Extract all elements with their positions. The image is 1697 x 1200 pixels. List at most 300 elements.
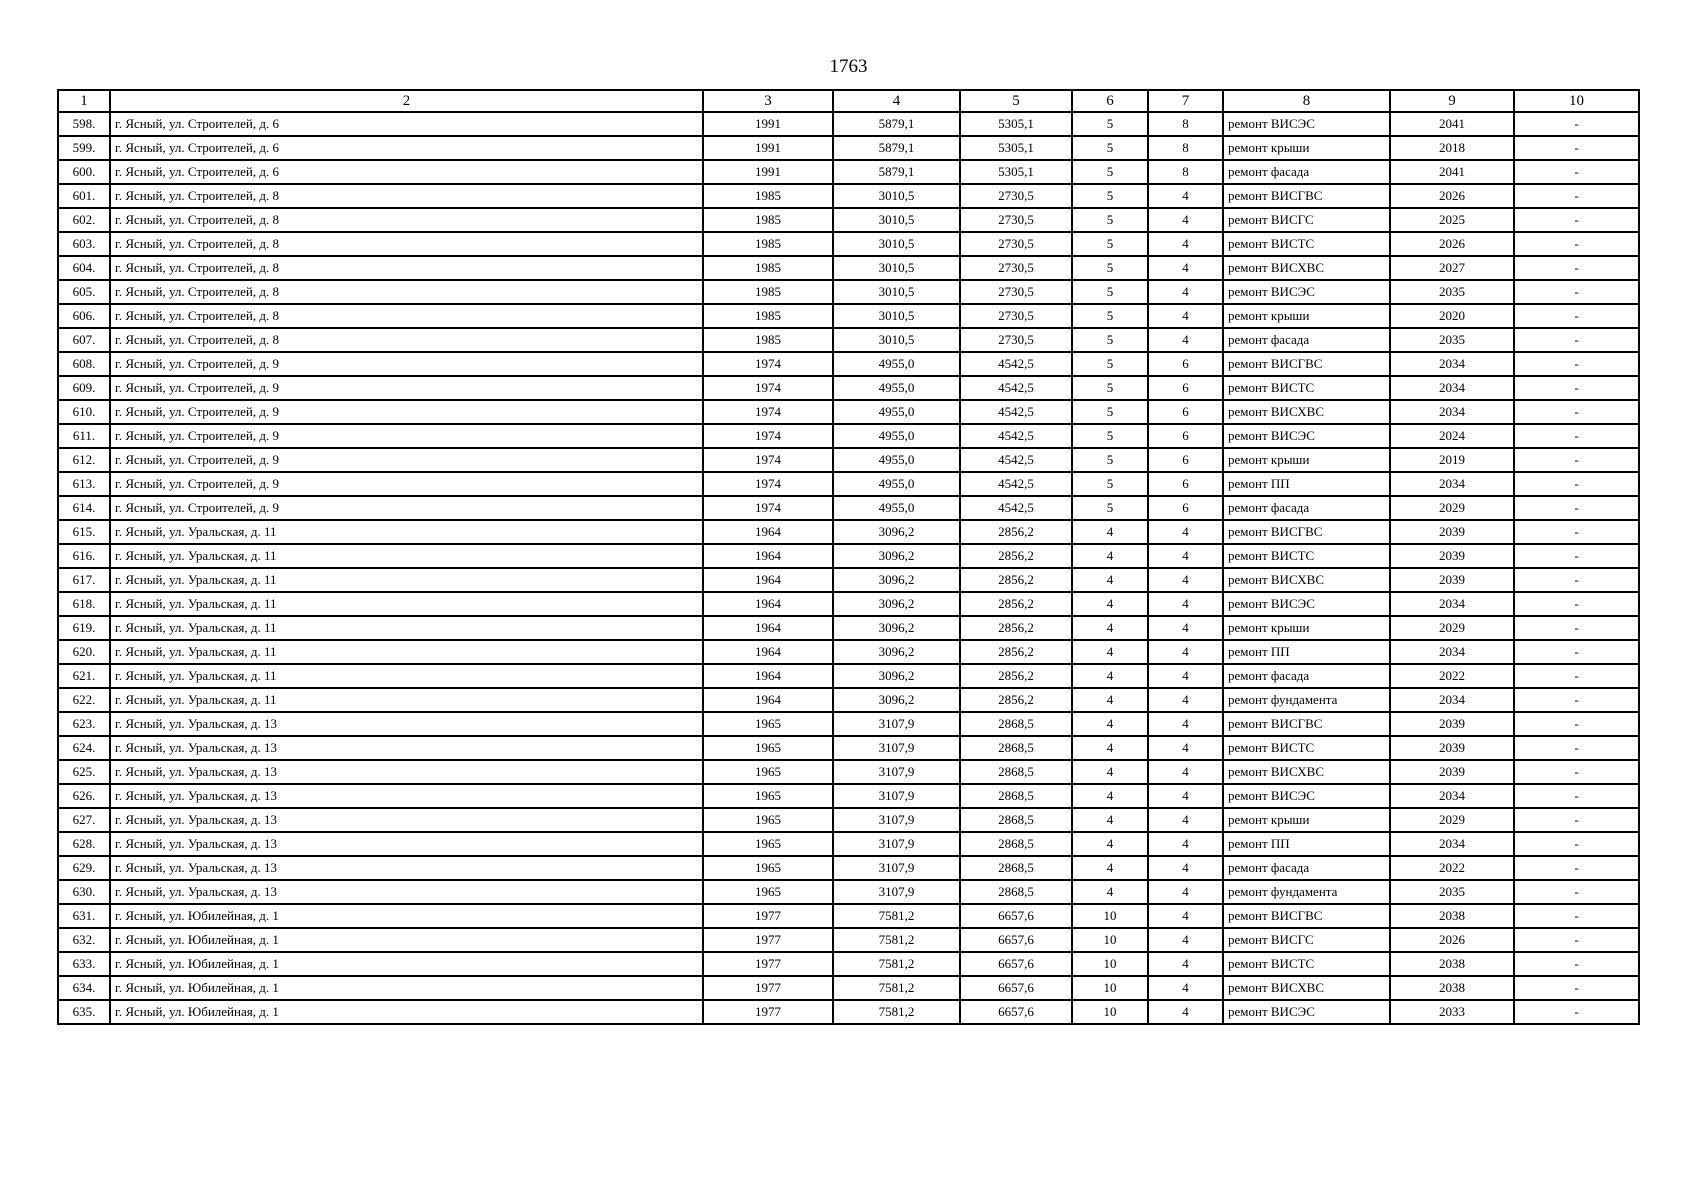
notes-cell: - [1514,880,1639,904]
row-number-cell: 627. [58,808,110,832]
row-number-cell: 630. [58,880,110,904]
living-area-cell: 6657,6 [960,976,1072,1000]
address-cell: г. Ясный, ул. Уральская, д. 11 [110,664,703,688]
address-cell: г. Ясный, ул. Строителей, д. 6 [110,136,703,160]
notes-cell: - [1514,256,1639,280]
row-number-cell: 609. [58,376,110,400]
living-area-cell: 2868,5 [960,760,1072,784]
total-area-cell: 3010,5 [833,304,960,328]
total-area-cell: 5879,1 [833,136,960,160]
table-row [58,568,1639,592]
floors-cell: 5 [1072,112,1148,136]
living-area-cell: 4542,5 [960,424,1072,448]
planned-year-cell: 2020 [1390,304,1514,328]
entrances-cell: 8 [1148,160,1223,184]
address-cell: г. Ясный, ул. Юбилейная, д. 1 [110,1000,703,1024]
total-area-cell: 3096,2 [833,568,960,592]
table-row [58,352,1639,376]
planned-year-cell: 2041 [1390,112,1514,136]
planned-year-cell: 2034 [1390,376,1514,400]
living-area-cell: 2730,5 [960,256,1072,280]
work-type-cell: ремонт ВИСГВС [1223,520,1390,544]
address-cell: г. Ясный, ул. Уральская, д. 13 [110,736,703,760]
table-row [58,736,1639,760]
floors-cell: 5 [1072,376,1148,400]
year-built-cell: 1991 [703,160,833,184]
address-cell: г. Ясный, ул. Уральская, д. 13 [110,880,703,904]
table-row [58,544,1639,568]
entrances-cell: 4 [1148,904,1223,928]
total-area-cell: 3107,9 [833,808,960,832]
planned-year-cell: 2027 [1390,256,1514,280]
row-number-cell: 635. [58,1000,110,1024]
year-built-cell: 1964 [703,664,833,688]
floors-cell: 4 [1072,784,1148,808]
total-area-cell: 3096,2 [833,640,960,664]
year-built-cell: 1985 [703,184,833,208]
living-area-cell: 2856,2 [960,568,1072,592]
planned-year-cell: 2026 [1390,928,1514,952]
total-area-cell: 3096,2 [833,664,960,688]
planned-year-cell: 2026 [1390,232,1514,256]
page-number: 1763 [829,56,868,77]
entrances-cell: 4 [1148,256,1223,280]
entrances-cell: 4 [1148,520,1223,544]
year-built-cell: 1977 [703,976,833,1000]
entrances-cell: 4 [1148,880,1223,904]
row-number-cell: 600. [58,160,110,184]
notes-cell: - [1514,472,1639,496]
row-number-cell: 626. [58,784,110,808]
entrances-cell: 4 [1148,1000,1223,1024]
work-type-cell: ремонт ВИСТС [1223,544,1390,568]
entrances-cell: 4 [1148,616,1223,640]
floors-cell: 4 [1072,520,1148,544]
planned-year-cell: 2034 [1390,352,1514,376]
year-built-cell: 1991 [703,136,833,160]
table-row [58,712,1639,736]
row-number-cell: 634. [58,976,110,1000]
living-area-cell: 2868,5 [960,832,1072,856]
total-area-cell: 5879,1 [833,160,960,184]
planned-year-cell: 2039 [1390,712,1514,736]
notes-cell: - [1514,856,1639,880]
entrances-cell: 4 [1148,784,1223,808]
address-cell: г. Ясный, ул. Строителей, д. 9 [110,352,703,376]
total-area-cell: 4955,0 [833,352,960,376]
address-cell: г. Ясный, ул. Строителей, д. 6 [110,112,703,136]
table-row [58,472,1639,496]
work-type-cell: ремонт ВИСТС [1223,736,1390,760]
row-number-cell: 608. [58,352,110,376]
address-cell: г. Ясный, ул. Уральская, д. 13 [110,712,703,736]
work-type-cell: ремонт ВИСХВС [1223,568,1390,592]
entrances-cell: 4 [1148,640,1223,664]
living-area-cell: 6657,6 [960,928,1072,952]
living-area-cell: 2856,2 [960,640,1072,664]
total-area-cell: 7581,2 [833,904,960,928]
living-area-cell: 4542,5 [960,400,1072,424]
row-number-cell: 621. [58,664,110,688]
living-area-cell: 2868,5 [960,736,1072,760]
year-built-cell: 1965 [703,880,833,904]
row-number-cell: 620. [58,640,110,664]
entrances-cell: 4 [1148,952,1223,976]
entrances-cell: 4 [1148,928,1223,952]
year-built-cell: 1964 [703,592,833,616]
total-area-cell: 3107,9 [833,832,960,856]
table-row [58,832,1639,856]
entrances-cell: 4 [1148,856,1223,880]
entrances-cell: 6 [1148,472,1223,496]
table-row [58,640,1639,664]
address-cell: г. Ясный, ул. Строителей, д. 8 [110,208,703,232]
work-type-cell: ремонт ПП [1223,472,1390,496]
notes-cell: - [1514,304,1639,328]
total-area-cell: 4955,0 [833,376,960,400]
floors-cell: 5 [1072,184,1148,208]
living-area-cell: 5305,1 [960,112,1072,136]
table-row [58,808,1639,832]
entrances-cell: 6 [1148,496,1223,520]
entrances-cell: 4 [1148,568,1223,592]
floors-cell: 5 [1072,448,1148,472]
living-area-cell: 6657,6 [960,952,1072,976]
table-row [58,112,1639,136]
work-type-cell: ремонт крыши [1223,616,1390,640]
table-row [58,208,1639,232]
notes-cell: - [1514,232,1639,256]
total-area-cell: 3010,5 [833,184,960,208]
work-type-cell: ремонт ВИСЭС [1223,1000,1390,1024]
row-number-cell: 610. [58,400,110,424]
total-area-cell: 4955,0 [833,400,960,424]
work-type-cell: ремонт крыши [1223,808,1390,832]
floors-cell: 10 [1072,1000,1148,1024]
address-cell: г. Ясный, ул. Юбилейная, д. 1 [110,904,703,928]
notes-cell: - [1514,496,1639,520]
floors-cell: 5 [1072,496,1148,520]
notes-cell: - [1514,520,1639,544]
table-row [58,448,1639,472]
column-header-5: 5 [960,90,1072,112]
planned-year-cell: 2034 [1390,688,1514,712]
notes-cell: - [1514,664,1639,688]
work-type-cell: ремонт ПП [1223,640,1390,664]
table-row [58,976,1639,1000]
year-built-cell: 1974 [703,496,833,520]
column-header-4: 4 [833,90,960,112]
year-built-cell: 1974 [703,400,833,424]
living-area-cell: 5305,1 [960,160,1072,184]
year-built-cell: 1965 [703,784,833,808]
row-number-cell: 616. [58,544,110,568]
notes-cell: - [1514,1000,1639,1024]
total-area-cell: 3096,2 [833,616,960,640]
row-number-cell: 632. [58,928,110,952]
year-built-cell: 1964 [703,520,833,544]
table-row [58,952,1639,976]
work-type-cell: ремонт ВИСТС [1223,952,1390,976]
work-type-cell: ремонт ВИСЭС [1223,424,1390,448]
planned-year-cell: 2033 [1390,1000,1514,1024]
living-area-cell: 2856,2 [960,664,1072,688]
column-header-6: 6 [1072,90,1148,112]
work-type-cell: ремонт фасада [1223,496,1390,520]
table-row [58,232,1639,256]
living-area-cell: 2730,5 [960,208,1072,232]
planned-year-cell: 2039 [1390,520,1514,544]
row-number-cell: 615. [58,520,110,544]
row-number-cell: 607. [58,328,110,352]
year-built-cell: 1985 [703,208,833,232]
floors-cell: 4 [1072,640,1148,664]
floors-cell: 4 [1072,832,1148,856]
address-cell: г. Ясный, ул. Уральская, д. 11 [110,688,703,712]
address-cell: г. Ясный, ул. Уральская, д. 13 [110,808,703,832]
year-built-cell: 1965 [703,832,833,856]
entrances-cell: 6 [1148,424,1223,448]
row-number-cell: 618. [58,592,110,616]
work-type-cell: ремонт крыши [1223,136,1390,160]
year-built-cell: 1977 [703,1000,833,1024]
work-type-cell: ремонт фасада [1223,160,1390,184]
floors-cell: 5 [1072,424,1148,448]
table-body [58,112,1639,1024]
entrances-cell: 4 [1148,592,1223,616]
notes-cell: - [1514,568,1639,592]
floors-cell: 4 [1072,568,1148,592]
notes-cell: - [1514,400,1639,424]
planned-year-cell: 2025 [1390,208,1514,232]
row-number-cell: 623. [58,712,110,736]
living-area-cell: 4542,5 [960,448,1072,472]
table-row [58,760,1639,784]
entrances-cell: 4 [1148,760,1223,784]
row-number-cell: 612. [58,448,110,472]
living-area-cell: 4542,5 [960,352,1072,376]
living-area-cell: 4542,5 [960,496,1072,520]
total-area-cell: 3107,9 [833,712,960,736]
row-number-cell: 628. [58,832,110,856]
total-area-cell: 3010,5 [833,232,960,256]
address-cell: г. Ясный, ул. Строителей, д. 8 [110,280,703,304]
total-area-cell: 7581,2 [833,976,960,1000]
row-number-cell: 602. [58,208,110,232]
year-built-cell: 1964 [703,640,833,664]
column-header-3: 3 [703,90,833,112]
work-type-cell: ремонт ВИСХВС [1223,256,1390,280]
row-number-cell: 611. [58,424,110,448]
notes-cell: - [1514,328,1639,352]
notes-cell: - [1514,352,1639,376]
row-number-cell: 619. [58,616,110,640]
planned-year-cell: 2022 [1390,856,1514,880]
column-header-1: 1 [58,90,110,112]
planned-year-cell: 2034 [1390,832,1514,856]
address-cell: г. Ясный, ул. Уральская, д. 11 [110,592,703,616]
notes-cell: - [1514,640,1639,664]
total-area-cell: 3107,9 [833,736,960,760]
row-number-cell: 625. [58,760,110,784]
floors-cell: 5 [1072,400,1148,424]
entrances-cell: 4 [1148,280,1223,304]
living-area-cell: 2868,5 [960,880,1072,904]
planned-year-cell: 2034 [1390,592,1514,616]
total-area-cell: 3010,5 [833,328,960,352]
total-area-cell: 3107,9 [833,784,960,808]
work-type-cell: ремонт ВИСЭС [1223,592,1390,616]
year-built-cell: 1991 [703,112,833,136]
row-number-cell: 599. [58,136,110,160]
work-type-cell: ремонт ВИСГС [1223,928,1390,952]
total-area-cell: 3096,2 [833,688,960,712]
table-row [58,376,1639,400]
floors-cell: 5 [1072,304,1148,328]
table-row [58,688,1639,712]
living-area-cell: 2868,5 [960,808,1072,832]
table-row [58,136,1639,160]
total-area-cell: 3107,9 [833,760,960,784]
notes-cell: - [1514,928,1639,952]
year-built-cell: 1977 [703,904,833,928]
notes-cell: - [1514,784,1639,808]
entrances-cell: 6 [1148,448,1223,472]
total-area-cell: 3010,5 [833,256,960,280]
floors-cell: 4 [1072,880,1148,904]
table-row [58,784,1639,808]
total-area-cell: 3107,9 [833,880,960,904]
address-cell: г. Ясный, ул. Строителей, д. 9 [110,496,703,520]
total-area-cell: 7581,2 [833,928,960,952]
living-area-cell: 2856,2 [960,616,1072,640]
work-type-cell: ремонт ВИСГВС [1223,352,1390,376]
entrances-cell: 8 [1148,112,1223,136]
planned-year-cell: 2041 [1390,160,1514,184]
total-area-cell: 3107,9 [833,856,960,880]
address-cell: г. Ясный, ул. Юбилейная, д. 1 [110,928,703,952]
table-row [58,520,1639,544]
planned-year-cell: 2029 [1390,808,1514,832]
work-type-cell: ремонт фасада [1223,856,1390,880]
floors-cell: 10 [1072,976,1148,1000]
entrances-cell: 6 [1148,376,1223,400]
planned-year-cell: 2034 [1390,472,1514,496]
entrances-cell: 4 [1148,832,1223,856]
work-type-cell: ремонт ВИСГС [1223,208,1390,232]
notes-cell: - [1514,136,1639,160]
floors-cell: 4 [1072,664,1148,688]
total-area-cell: 3096,2 [833,592,960,616]
row-number-cell: 603. [58,232,110,256]
year-built-cell: 1974 [703,376,833,400]
floors-cell: 4 [1072,760,1148,784]
living-area-cell: 2868,5 [960,784,1072,808]
floors-cell: 5 [1072,232,1148,256]
notes-cell: - [1514,832,1639,856]
row-number-cell: 617. [58,568,110,592]
entrances-cell: 4 [1148,688,1223,712]
address-cell: г. Ясный, ул. Уральская, д. 11 [110,544,703,568]
address-cell: г. Ясный, ул. Строителей, д. 8 [110,256,703,280]
year-built-cell: 1974 [703,448,833,472]
entrances-cell: 4 [1148,544,1223,568]
column-header-10: 10 [1514,90,1639,112]
total-area-cell: 3096,2 [833,520,960,544]
table-row [58,664,1639,688]
row-number-cell: 622. [58,688,110,712]
address-cell: г. Ясный, ул. Уральская, д. 13 [110,784,703,808]
entrances-cell: 4 [1148,712,1223,736]
floors-cell: 10 [1072,928,1148,952]
address-cell: г. Ясный, ул. Уральская, д. 13 [110,856,703,880]
address-cell: г. Ясный, ул. Строителей, д. 9 [110,448,703,472]
year-built-cell: 1974 [703,352,833,376]
planned-year-cell: 2034 [1390,640,1514,664]
table-row [58,1000,1639,1024]
floors-cell: 4 [1072,592,1148,616]
work-type-cell: ремонт ВИСГВС [1223,712,1390,736]
work-type-cell: ремонт фундамента [1223,880,1390,904]
address-cell: г. Ясный, ул. Строителей, д. 8 [110,184,703,208]
work-type-cell: ремонт фасада [1223,328,1390,352]
total-area-cell: 3010,5 [833,280,960,304]
planned-year-cell: 2039 [1390,736,1514,760]
year-built-cell: 1985 [703,304,833,328]
table-row [58,592,1639,616]
entrances-cell: 8 [1148,136,1223,160]
table-row [58,928,1639,952]
table-row [58,880,1639,904]
column-header-7: 7 [1148,90,1223,112]
address-cell: г. Ясный, ул. Строителей, д. 8 [110,232,703,256]
total-area-cell: 3096,2 [833,544,960,568]
address-cell: г. Ясный, ул. Строителей, д. 9 [110,424,703,448]
floors-cell: 5 [1072,328,1148,352]
notes-cell: - [1514,712,1639,736]
table-row [58,616,1639,640]
floors-cell: 4 [1072,856,1148,880]
year-built-cell: 1977 [703,952,833,976]
notes-cell: - [1514,280,1639,304]
year-built-cell: 1965 [703,712,833,736]
entrances-cell: 4 [1148,976,1223,1000]
table-row [58,328,1639,352]
notes-cell: - [1514,688,1639,712]
year-built-cell: 1985 [703,328,833,352]
address-cell: г. Ясный, ул. Уральская, д. 13 [110,760,703,784]
living-area-cell: 2856,2 [960,544,1072,568]
total-area-cell: 7581,2 [833,952,960,976]
notes-cell: - [1514,160,1639,184]
notes-cell: - [1514,112,1639,136]
notes-cell: - [1514,208,1639,232]
planned-year-cell: 2035 [1390,880,1514,904]
year-built-cell: 1964 [703,688,833,712]
year-built-cell: 1965 [703,736,833,760]
address-cell: г. Ясный, ул. Строителей, д. 9 [110,472,703,496]
planned-year-cell: 2029 [1390,496,1514,520]
floors-cell: 5 [1072,136,1148,160]
planned-year-cell: 2039 [1390,544,1514,568]
table-row [58,904,1639,928]
entrances-cell: 4 [1148,736,1223,760]
notes-cell: - [1514,184,1639,208]
row-number-cell: 631. [58,904,110,928]
table-row [58,184,1639,208]
address-cell: г. Ясный, ул. Строителей, д. 9 [110,376,703,400]
notes-cell: - [1514,808,1639,832]
